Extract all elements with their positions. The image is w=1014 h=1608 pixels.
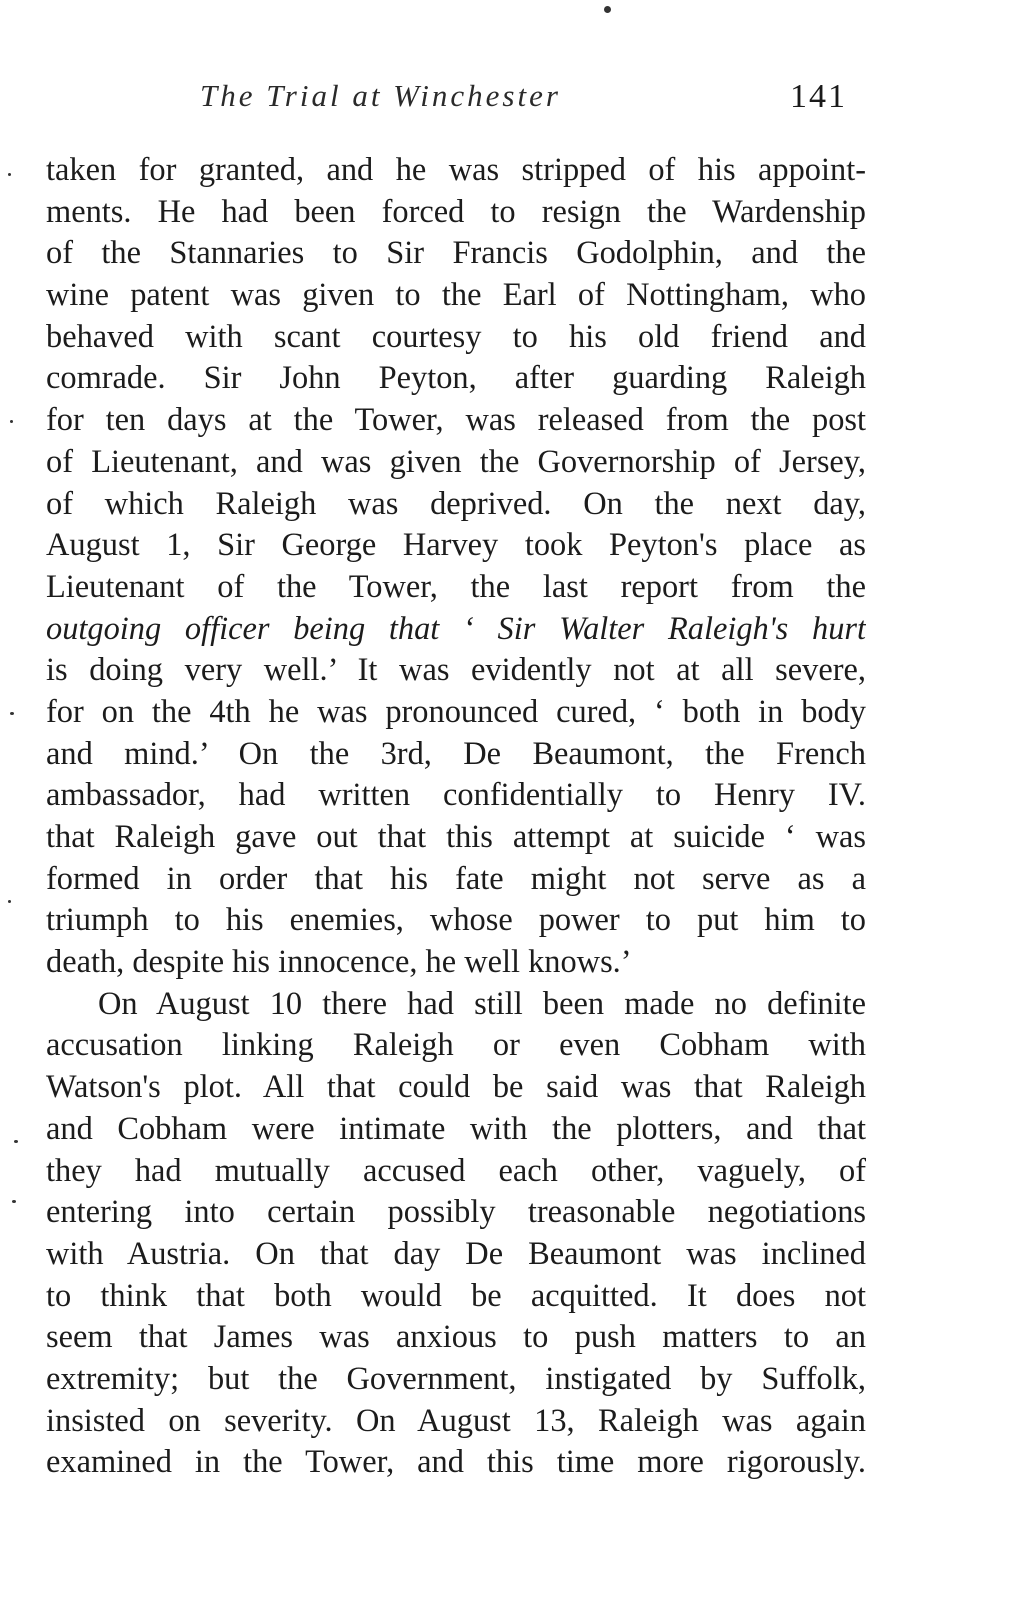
text-line: insisted on severity. On August 13, Raleigh was again xyxy=(46,1402,866,1439)
text-line: Lieutenant of the Tower, the last report from the xyxy=(46,568,866,605)
text-line: of which Raleigh was deprived. On the next day, xyxy=(46,485,866,522)
text-line: formed in order that his fate might not serve as a xyxy=(46,860,866,897)
text-line: seem that James was anxious to push matters to an xyxy=(46,1319,866,1356)
text-line: wine patent was given to the Earl of Nottingham, who xyxy=(46,277,866,314)
text-line: taken for granted, and he was stripped of his appoint- xyxy=(46,152,866,188)
text-line: ambassador, had written confidentially to Henry IV. xyxy=(46,777,866,814)
text-line: death, despite his innocence, he well knows.’ xyxy=(46,944,632,981)
text-line: entering into certain possibly treasonable negotiations xyxy=(46,1194,866,1231)
text-line: outgoing officer being that ‘ Sir Walter Raleigh's hurt xyxy=(46,610,866,647)
text-line: and Cobham were intimate with the plotters, and that xyxy=(46,1110,866,1147)
margin-speck xyxy=(10,712,14,715)
text-line: comrade. Sir John Peyton, after guarding Raleigh xyxy=(46,360,866,397)
paragraph-1 xyxy=(46,150,866,984)
text-line: accusation linking Raleigh or even Cobham with xyxy=(46,1027,866,1064)
text-line: for on the 4th he was pronounced cured, ‘ both in body xyxy=(46,693,866,730)
text-line: of the Stannaries to Sir Francis Godolphin, and the xyxy=(46,235,866,272)
text-line: of Lieutenant, and was given the Governorship of Jersey, xyxy=(46,443,866,480)
text-line: extremity; but the Government, instigated by Suffolk, xyxy=(46,1360,866,1397)
text-line: for ten days at the Tower, was released from the post xyxy=(46,402,866,439)
margin-speck xyxy=(12,1200,16,1203)
running-head: The Trial at Winchester xyxy=(200,78,561,113)
ink-speck xyxy=(604,6,611,13)
text-line: they had mutually accused each other, vaguely, of xyxy=(46,1152,866,1189)
page-number: 141 xyxy=(790,78,847,115)
text-line: and mind.’ On the 3rd, De Beaumont, the French xyxy=(46,735,866,772)
margin-speck xyxy=(8,900,11,903)
text-line: to think that both would be acquitted. It does not xyxy=(46,1277,866,1314)
text-line: ments. He had been forced to resign the Wardenship xyxy=(46,193,866,230)
text-line: with Austria. On that day De Beaumont was inclined xyxy=(46,1235,866,1272)
margin-speck xyxy=(10,420,13,423)
text-line: behaved with scant courtesy to his old friend and xyxy=(46,318,866,355)
paragraph-2 xyxy=(46,984,866,1484)
text-line: Watson's plot. All that could be said was that Raleigh xyxy=(46,1069,866,1106)
body-text xyxy=(46,150,866,1484)
text-line: that Raleigh gave out that this attempt at suicide ‘ was xyxy=(46,819,866,855)
text-line: On August 10 there had still been made no definite xyxy=(98,985,866,1022)
margin-speck xyxy=(8,173,11,176)
text-line: triumph to his enemies, whose power to put him to xyxy=(46,902,866,939)
text-line: August 1, Sir George Harvey took Peyton's place as xyxy=(46,527,866,564)
margin-speck xyxy=(14,1140,18,1143)
text-line: is doing very well.’ It was evidently not at all severe, xyxy=(46,652,866,689)
text-line: examined in the Tower, and this time more rigorously. xyxy=(46,1444,866,1481)
